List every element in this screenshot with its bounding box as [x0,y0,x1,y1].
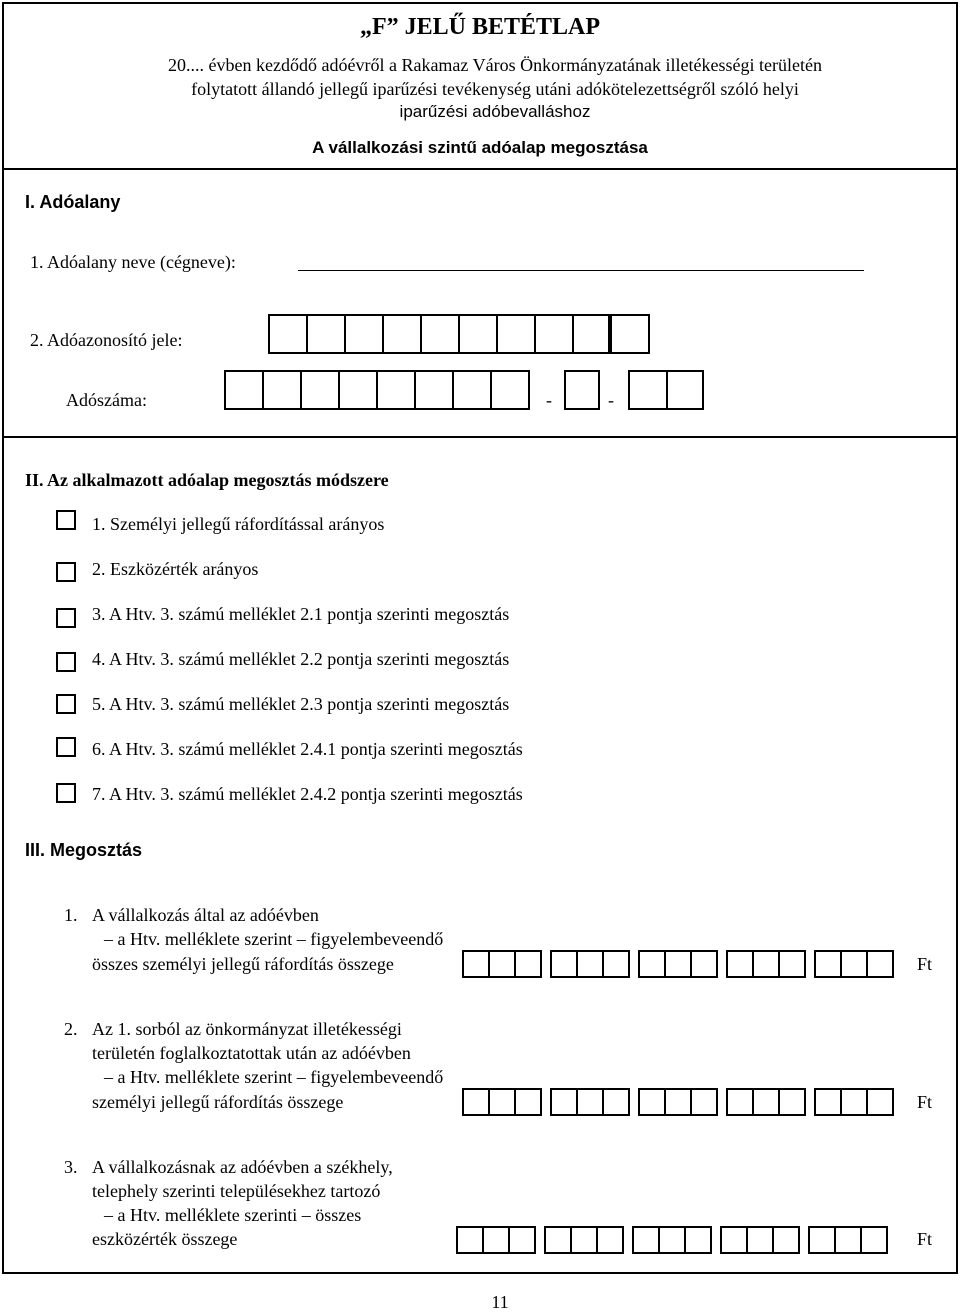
digit-box[interactable] [482,1226,510,1254]
digit-box[interactable] [866,950,894,978]
digit-box[interactable] [664,1088,692,1116]
tax-id-digit-box[interactable] [534,314,574,354]
method-option-6: 6. A Htv. 3. számú melléklet 2.4.1 pontja szerinti megosztás [92,739,523,759]
section-3-heading: III. Megosztás [25,840,143,860]
digit-box[interactable] [814,950,842,978]
tax-number-digit-box[interactable] [414,370,454,410]
digit-box[interactable] [596,1226,624,1254]
digit-box[interactable] [570,1226,598,1254]
digit-box[interactable] [814,1088,842,1116]
method-checkbox-3[interactable] [56,608,76,628]
digit-group [726,950,804,978]
method-option-2: 2. Eszközérték arányos [92,559,259,579]
digit-box[interactable] [602,950,630,978]
row-1-amount-boxes[interactable] [462,950,902,978]
tax-id-digit-box[interactable] [306,314,346,354]
digit-box[interactable] [834,1226,862,1254]
digit-group [456,1226,534,1254]
digit-box[interactable] [866,1088,894,1116]
tax-number-label: Adószáma: [66,390,147,410]
digit-group [808,1226,886,1254]
row-3-text-3: – a Htv. melléklete szerinti – összes [104,1205,362,1225]
digit-box[interactable] [860,1226,888,1254]
method-checkbox-6[interactable] [56,737,76,757]
section-2-heading: II. Az alkalmazott adóalap megosztás módszere [25,470,389,490]
digit-box[interactable] [576,1088,604,1116]
row-1-text-2: – a Htv. melléklete szerint – figyelembeveendő [104,929,444,949]
digit-box[interactable] [720,1226,748,1254]
tax-number-digit-box[interactable] [300,370,340,410]
digit-box[interactable] [778,1088,806,1116]
method-option-3: 3. A Htv. 3. számú melléklet 2.1 pontja szerinti megosztás [92,604,510,624]
header-line-3: iparűzési adóbevalláshoz [399,102,591,121]
tax-number-digit-box[interactable] [666,370,704,410]
digit-box[interactable] [752,1088,780,1116]
page-number: 11 [491,1292,509,1312]
tax-number-dash-1: - [546,390,552,410]
digit-box[interactable] [690,950,718,978]
digit-box[interactable] [690,1088,718,1116]
digit-box[interactable] [632,1226,660,1254]
tax-number-digit-box[interactable] [628,370,668,410]
digit-box[interactable] [462,950,490,978]
digit-box[interactable] [808,1226,836,1254]
tax-id-label: 2. Adóazonosító jele: [30,330,183,350]
row-2-text-1: Az 1. sorból az önkormányzat illetékességi [92,1019,402,1039]
row-3-number: 3. [64,1157,78,1177]
digit-box[interactable] [664,950,692,978]
tax-id-digit-box[interactable] [496,314,536,354]
digit-box[interactable] [726,950,754,978]
tax-number-digit-box[interactable] [490,370,530,410]
method-option-5: 5. A Htv. 3. számú melléklet 2.3 pontja szerinti megosztás [92,694,510,714]
tax-id-boxes[interactable] [268,314,648,354]
header-line-1: 20.... évben kezdődő adóévről a Rakamaz Város Önkormányzatának illetékességi területén [168,55,822,75]
row-3-text-4: eszközérték összege [92,1229,238,1249]
row-2-unit: Ft [917,1092,933,1112]
method-option-4: 4. A Htv. 3. számú melléklet 2.2 pontja szerinti megosztás [92,649,510,669]
digit-group [814,950,892,978]
digit-group [638,1088,716,1116]
digit-box[interactable] [488,1088,516,1116]
digit-group [814,1088,892,1116]
name-input-line[interactable] [298,270,864,271]
method-checkbox-1[interactable] [56,510,76,530]
header-subtitle: A vállalkozási szintű adóalap megosztása [312,138,648,157]
method-checkbox-4[interactable] [56,652,76,672]
digit-box[interactable] [778,950,806,978]
tax-id-digit-box[interactable] [572,314,612,354]
digit-box[interactable] [840,950,868,978]
row-3-text-1: A vállalkozásnak az adóévben a székhely, [92,1157,393,1177]
tax-id-digit-box[interactable] [420,314,460,354]
tax-number-digit-box[interactable] [452,370,492,410]
tax-number-digit-box[interactable] [564,370,600,410]
digit-box[interactable] [772,1226,800,1254]
row-1-unit: Ft [917,954,933,974]
row-3-unit: Ft [917,1229,933,1249]
row-1-number: 1. [64,905,78,925]
tax-id-digit-box[interactable] [344,314,384,354]
section-1-heading: I. Adóalany [25,192,121,212]
tax-number-main-boxes[interactable] [224,370,528,410]
row-2-text-4: személyi jellegű ráfordítás összege [92,1092,344,1112]
method-checkbox-7[interactable] [56,783,76,803]
name-label: 1. Adóalany neve (cégneve): [30,252,236,272]
digit-group [550,950,628,978]
digit-box[interactable] [658,1226,686,1254]
row-2-number: 2. [64,1019,78,1039]
tax-number-dash-2: - [608,390,614,410]
digit-box[interactable] [550,1088,578,1116]
tax-number-county-boxes[interactable] [628,370,702,410]
section-2-frame [2,438,958,822]
digit-box[interactable] [840,1088,868,1116]
digit-box[interactable] [550,950,578,978]
row-1-text-1: A vállalkozás által az adóévben [92,905,319,925]
digit-box[interactable] [488,950,516,978]
digit-group [544,1226,622,1254]
digit-group [550,1088,628,1116]
digit-group [720,1226,798,1254]
row-2-text-3: – a Htv. melléklete szerint – figyelembeveendő [104,1067,444,1087]
tax-id-digit-box[interactable] [610,314,650,354]
digit-group [462,950,540,978]
method-option-7: 7. A Htv. 3. számú melléklet 2.4.2 pontja szerinti megosztás [92,784,523,804]
tax-id-digit-box[interactable] [268,314,308,354]
digit-box[interactable] [514,950,542,978]
digit-box[interactable] [508,1226,536,1254]
tax-number-vat-box[interactable] [564,370,598,410]
tax-number-digit-box[interactable] [338,370,378,410]
method-checkbox-2[interactable] [56,562,76,582]
digit-box[interactable] [462,1088,490,1116]
digit-group [462,1088,540,1116]
method-option-1: 1. Személyi jellegű ráfordítással arányos [92,514,385,534]
row-3-amount-boxes[interactable] [456,1226,896,1254]
tax-number-digit-box[interactable] [224,370,264,410]
digit-box[interactable] [684,1226,712,1254]
row-2-amount-boxes[interactable] [462,1088,902,1116]
digit-box[interactable] [638,1088,666,1116]
row-2-text-2: területén foglalkoztatottak után az adóévben [92,1043,411,1063]
digit-box[interactable] [752,950,780,978]
tax-id-digit-box[interactable] [458,314,498,354]
digit-box[interactable] [602,1088,630,1116]
row-1-text-3: összes személyi jellegű ráfordítás összege [92,954,394,974]
form-title: „F” JELŰ BETÉTLAP [359,14,601,40]
header-line-2: folytatott állandó jellegű iparűzési tevékenység utáni adókötelezettségről szóló helyi [191,79,799,99]
digit-group [726,1088,804,1116]
row-3-text-2: telephely szerinti településekhez tartozó [92,1181,381,1201]
digit-group [632,1226,710,1254]
digit-box[interactable] [746,1226,774,1254]
digit-group [638,950,716,978]
digit-box[interactable] [544,1226,572,1254]
method-checkbox-5[interactable] [56,694,76,714]
tax-id-digit-box[interactable] [382,314,422,354]
digit-box[interactable] [638,950,666,978]
digit-box[interactable] [456,1226,484,1254]
tax-number-digit-box[interactable] [376,370,416,410]
digit-box[interactable] [576,950,604,978]
digit-box[interactable] [514,1088,542,1116]
digit-box[interactable] [726,1088,754,1116]
tax-number-digit-box[interactable] [262,370,302,410]
